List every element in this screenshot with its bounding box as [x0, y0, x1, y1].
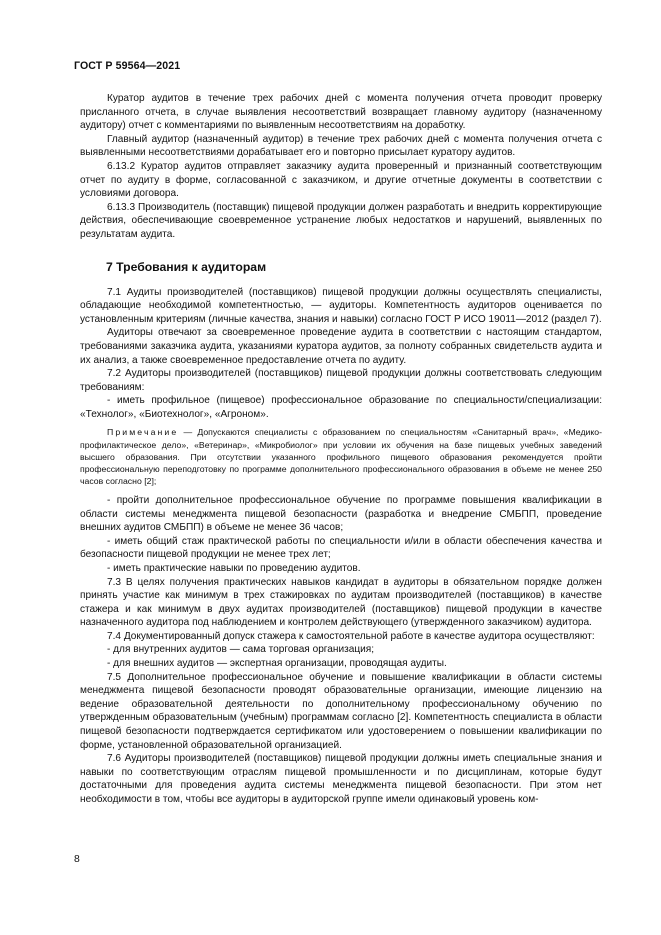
- paragraph: 6.13.3 Производитель (поставщик) пищевой продукции должен разработать и внедрить корректирующие действия, обеспечивающие своевременное устранение любых недостатков и нарушений, выявленных по результатам аудита.: [80, 201, 602, 240]
- list-item: - для внутренних аудитов — сама торговая организация;: [107, 644, 375, 656]
- list-item: - иметь практические навыки по проведению аудитов.: [107, 562, 361, 574]
- note: [80, 426, 602, 486]
- page-number: 8: [74, 854, 80, 865]
- list-item: - для внешних аудитов — экспертная организации, проводящая аудиты.: [107, 658, 447, 670]
- page-body: [80, 92, 602, 807]
- paragraph: 7.4 Документированный допуск стажера к самостоятельной работе в качестве аудитора осуществляют:: [107, 630, 595, 642]
- section-heading: 7 Требования к аудиторам: [106, 259, 267, 274]
- paragraph: 6.13.2 Куратор аудитов отправляет заказчику аудита проверенный и признанный соответствующим отчет по аудиту в форме, согласованной с заказчиком, и другие отчетные документы в соответствии с условиями договора.: [80, 160, 602, 200]
- paragraph: 7.1 Аудиты производителей (поставщиков) пищевой продукции должны осуществлять специалисты, обладающие необходимой компетентностью, — аудиторы. Компетентность аудиторов оценивается по установленным критериям (личные качества, знания и навыки) согласно ГОСТ Р ИСО 19011—2012 (раздел 7).: [80, 286, 602, 325]
- list-item: - иметь профильное (пищевое) профессиональное образование по специальности/специализации: «Технолог», «Биотехнолог», «Агроном».: [80, 395, 602, 420]
- document-header: ГОСТ Р 59564—2021: [74, 60, 181, 72]
- paragraph: 7.5 Дополнительное профессиональное обучение и повышение квалификации в области системы менеджмента пищевой безопасности проводят образовательные организации, имеющие лицензию на ведение образовательной деятельности по дополнительному профессиональному обучению по утвержденным образовательным (учебным) программам согласно [2]. Компетентность специалиста в области пищевой безопасности подтверждается сертификатом или удостоверением о повышении квалификации по форме, установленной образовательной организацией.: [80, 671, 602, 751]
- paragraph: 7.2 Аудиторы производителей (поставщиков) пищевой продукции должны соответствовать следующим требованиям:: [80, 368, 602, 393]
- paragraph: Куратор аудитов в течение трех рабочих дней с момента получения отчета проводит проверку присланного отчета, в случае выявления несоответствий возвращает главному аудитору (назначенному аудитору) отчет с комментариями по выявленным несоответствиям на доработку.: [80, 93, 602, 132]
- note-label: Примечание: [107, 427, 179, 438]
- list-item: - пройти дополнительное профессиональное обучение по программе повышения квалификации в области системы менеджмента пищевой безопасности (разработка и внедрение СМБПП, проведение внешних аудитов СМБПП) в объеме не менее 36 часов;: [80, 494, 602, 534]
- paragraph: 7.6 Аудиторы производителей (поставщиков) пищевой продукции должны иметь специальные знания и навыки по соответствующим отраслям пищевой промышленности и по дисциплинам, которые будут достаточными для проведения аудита системы менеджмента пищевой безопасности. При этом нет необходимости в том, чтобы все аудиторы в аудиторской группе имели одинаковый уровень ком-: [80, 753, 602, 805]
- paragraph: Аудиторы отвечают за своевременное проведение аудита в соответствии с настоящим стандартом, требованиями заказчика аудита, указаниями куратора аудитов, за полноту собранных свидетельств аудита и их анализ, а также своевременное предоставление отчета по аудиту.: [80, 327, 602, 366]
- paragraph: 7.3 В целях получения практических навыков кандидат в аудиторы в обязательном порядке должен принять участие как минимум в трех стажировках по аудитам производителей (поставщиков) в качестве стажера и как минимум в двух аудитах производителей (поставщиков) пищевой продукции в качестве назначенного аудитора под наблюдением и контролем действующего (утвержденного заказчиком) аудитора.: [80, 576, 602, 629]
- list-item: - иметь общий стаж практической работы по специальности и/или в области обеспечения качества и безопасности пищевой продукции не менее трех лет;: [80, 535, 602, 561]
- note-text: — Допускаются специалисты с образованием по специальностям «Санитарный врач», «Медико-профилактическое дело», «Ветеринар», «Микробиолог» при условии их обучения на базе пищевых учебных заведений высшего образования. При отсутствии указанного профильного пищевого образования рекомендуется пройти профессиональную переподготовку по программе дополнительного профессионального образования в объеме не менее 250 часов согласно [2];: [80, 427, 602, 486]
- paragraph: Главный аудитор (назначенный аудитор) в течение трех рабочих дней с момента получения отчета с выявленными несоответствиями дорабатывает его и повторно присылает куратору аудитов.: [80, 133, 602, 159]
